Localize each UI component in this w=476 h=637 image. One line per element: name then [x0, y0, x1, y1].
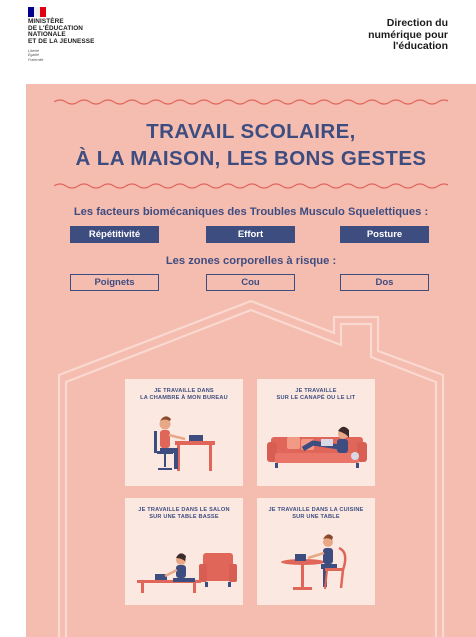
french-flag-icon: [28, 7, 46, 17]
sofa-illustration: [257, 379, 375, 486]
direction-line: Direction du: [386, 17, 448, 29]
scene-label-line: JE TRAVAILLE DANS LE SALON: [138, 507, 230, 513]
republic-motto: [28, 49, 43, 62]
ministry-line: ET DE LA JEUNESSE: [28, 37, 95, 45]
motto-line: Fraternité: [28, 57, 44, 62]
direction-name: [318, 18, 448, 53]
scene-card-living-room: [125, 498, 243, 605]
title-line: TRAVAIL SCOLAIRE,: [146, 120, 356, 143]
zone-badge-dos: Dos: [340, 274, 429, 291]
zone-badge-poignets: Poignets: [70, 274, 159, 291]
factor-badge-posture: Posture: [340, 226, 429, 243]
ministry-line: DE L'ÉDUCATION: [28, 24, 83, 32]
scene-label-line: SUR LE CANAPÉ OU LE LIT: [276, 395, 356, 402]
factors-heading: Les facteurs biomécaniques des Troubles Musculo Squelettiques :: [73, 206, 429, 218]
zone-badge-cou: Cou: [206, 274, 295, 291]
scene-label-line: JE TRAVAILLE: [295, 388, 337, 394]
scene-label-line: JE TRAVAILLE DANS LA CUISINE: [268, 507, 364, 513]
scene-label-line: LA CHAMBRE À MON BUREAU: [140, 395, 228, 402]
scene-card-sofa: [257, 379, 375, 486]
bedroom-desk-illustration: [125, 379, 243, 486]
scene-label-line: SUR UNE TABLE BASSE: [149, 514, 219, 521]
title-line: À LA MAISON, LES BONS GESTES: [75, 147, 427, 170]
house-outline: [26, 84, 476, 637]
zones-heading: Les zones corporelles à risque :: [165, 255, 337, 267]
poster: [26, 84, 476, 637]
direction-line: l'éducation: [392, 40, 448, 52]
page-header: [0, 0, 476, 82]
motto-line: Égalité: [28, 53, 39, 58]
scene-label-line: SUR UNE TABLE: [292, 514, 340, 521]
scene-card-kitchen: [257, 498, 375, 605]
ministry-line: MINISTÈRE: [28, 18, 64, 25]
factor-badge-repetitivite: Répétitivité: [70, 226, 159, 243]
direction-line: numérique pour: [368, 28, 448, 41]
ministry-name: [28, 19, 148, 45]
factor-badge-effort: Effort: [206, 226, 295, 243]
motto-line: Liberté: [28, 49, 39, 53]
living-room-illustration: [125, 498, 243, 605]
ministry-line: NATIONALE: [28, 31, 66, 39]
scene-card-bedroom-desk: [125, 379, 243, 486]
scene-label-line: JE TRAVAILLE DANS: [154, 388, 214, 394]
kitchen-illustration: [257, 498, 375, 605]
